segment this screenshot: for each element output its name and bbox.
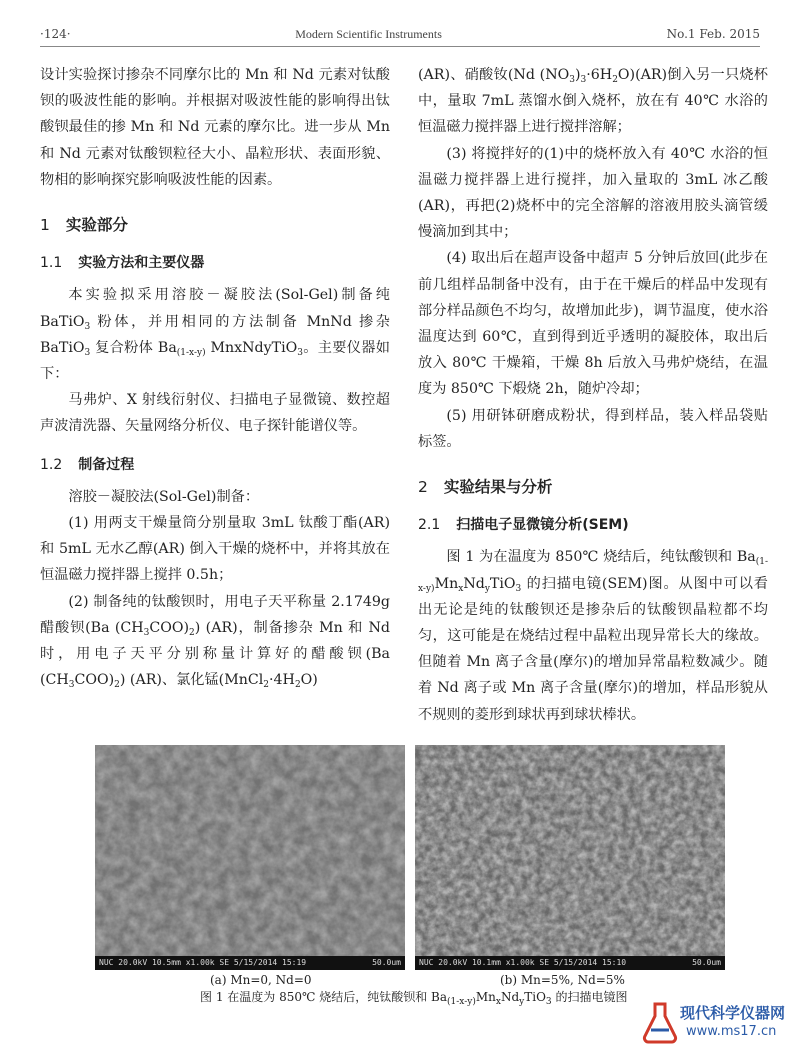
right-column — [418, 62, 768, 728]
sem-texture-a — [95, 745, 405, 956]
left-column — [40, 62, 390, 693]
section-2-heading: 2 实验结果与分析 — [418, 478, 553, 497]
figure-1 — [95, 745, 750, 970]
step-3-paragraph: (3) 将搅拌好的(1)中的烧杯放入有 40℃ 水浴的恒温磁力搅拌器上进行搅拌，加入量取的 3mL 冰乙酸(AR)，再把(2)烧杯中的完全溶解的溶液用胶头滴管缓慢滴加到其中； — [418, 145, 768, 241]
section-1-2-heading: 1.2 制备过程 — [40, 456, 135, 473]
sem-image-a — [95, 745, 405, 970]
page-number: ·124· — [40, 27, 71, 41]
section-1-heading: 1 实验部分 — [40, 216, 128, 235]
step-2-paragraph: (2) 制备纯的钛酸钡时，用电子天平称量 2.1749g 醋酸钡(Ba $(CH_3COO)_2$) (AR)，制备掺杂 Mn 和 Nd 时，用电子天平分别称量计算好的醋酸钡(Ba $(CH_3COO)_2$) (AR)、氯化锰$(MnCl_2\cdot 4H_2O)$ — [40, 593, 390, 691]
watermark-url: www.ms17.cn — [686, 1024, 777, 1039]
caption-a: (a) Mn=0, Nd=0 — [210, 973, 312, 987]
header-rule — [40, 46, 760, 47]
figure-caption: 图 1 在温度为 850℃ 烧结后，纯钛酸钡和 $Ba_{(1-x-y)}Mn_xNd_yTiO_3$ 的扫描电镜图 — [200, 990, 628, 1007]
journal-name: Modern Scientific Instruments — [295, 26, 442, 41]
step-1-paragraph: (1) 用两支干燥量筒分别量取 3mL 钛酸丁酯(AR) 和 5mL 无水乙醇(AR) 倒入干燥的烧杯中，并将其放在恒温磁力搅拌器上搅拌 0.5h； — [40, 515, 390, 584]
sem-image-b — [415, 745, 725, 970]
solgel-intro: 溶胶－凝胶法(Sol-Gel)制备： — [68, 488, 260, 505]
issue-info: No.1 Feb. 2015 — [666, 27, 760, 41]
intro-paragraph: 设计实验探讨掺杂不同摩尔比的 Mn 和 Nd 元素对钛酸钡的吸波性能的影响。并根据对吸波性能的影响得出钛酸钡最佳的掺 Mn 和 Nd 元素的摩尔比。进一步从 Mn 和 Nd 元素对钛酸钡粒径大小、晶粒形状、表面形貌、物相的影响探究影响吸波性能的因素。 — [40, 67, 390, 188]
method-paragraph: 本实验拟采用溶胶－凝胶法(Sol-Gel)制备纯 BaTiO$_3$ 粉体，并用相同的方法制备 MnNd 掺杂 BaTiO$_3$ 复合粉体 $Ba_{(1-x-y)}$ MnxNdyTiO$_3$。主要仪器如下： — [40, 287, 390, 383]
sem-info-bar-b: NUC 20.0kV 10.1mm x1.00k SE 5/15/2014 15:10 50.0um — [415, 956, 725, 970]
caption-b: (b) Mn=5%, Nd=5% — [500, 973, 625, 987]
site-watermark — [640, 1000, 800, 1048]
sem-texture-b — [415, 745, 725, 956]
step-4-paragraph: (4) 取出后在超声设备中超声 5 分钟后放回(此步在前几组样品制备中没有，由于在干燥后的样品中发现有部分样品颜色不均匀，故增加此步)，调节温度，使水浴温度达到 60℃，直到得到近乎透明的凝胶体，取出后放入 80℃ 干燥箱，干燥 8h 后放入马弗炉烧结，在温度为 850℃ 下煅烧 2h，随炉冷却； — [418, 250, 768, 398]
section-1-1-heading: 1.1 实验方法和主要仪器 — [40, 255, 205, 272]
watermark-title: 现代科学仪器网 — [680, 1004, 786, 1022]
flask-logo-icon — [642, 1002, 678, 1044]
section-2-1-heading: 2.1 扫描电子显微镜分析(SEM) — [418, 517, 629, 534]
page-header — [40, 24, 760, 44]
sem-info-bar-a: NUC 20.0kV 10.5mm x1.00k SE 5/15/2014 15:19 50.0um — [95, 956, 405, 970]
step-5-paragraph: (5) 用研钵研磨成粉状，得到样品，装入样品袋贴标签。 — [418, 407, 768, 450]
step-2-continued: (AR)、硝酸钕(Nd $(NO_3)_3\cdot 6H_2O)(AR)$倒入另一只烧杯中，量取 7mL 蒸馏水倒入烧杯，放在有 40℃ 水浴的恒温磁力搅拌器上进行搅拌溶解； — [418, 67, 768, 136]
instruments-paragraph: 马弗炉、X 射线衍射仪、扫描电子显微镜、数控超声波清洗器、矢量网络分析仪、电子探针能谱仪等。 — [40, 392, 390, 435]
sem-analysis-paragraph: 图 1 为在温度为 850℃ 烧结后，纯钛酸钡和 $Ba_{(1-x-y)}Mn_xNd_yTiO_3$ 的扫描电镜(SEM)图。从图中可以看出无论是纯的钛酸钡还是掺杂后的钛酸钡晶粒都不均匀，这可能是在烧结过程中晶粒出现异常长大的缘故。但随着 Mn 离子含量(摩尔)的增加异常晶粒数减少。随着 Nd 离子或 Mn 离子含量(摩尔)的增加，样品形貌从不规则的菱形到球状再到球状棒状。 — [418, 549, 768, 723]
